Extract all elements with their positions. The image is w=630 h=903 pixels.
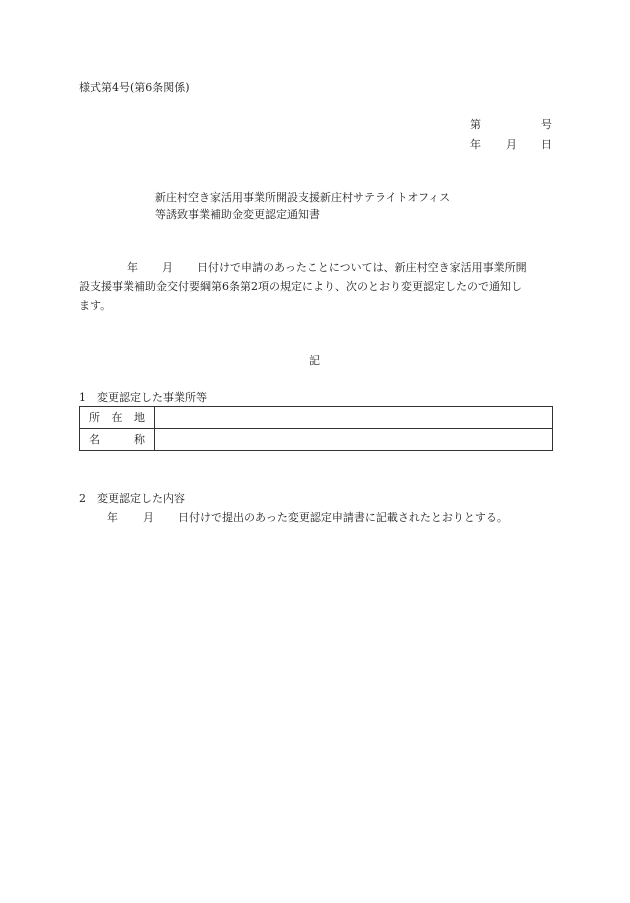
section1-heading: 1 変更認定した事業所等 xyxy=(79,391,207,404)
office-name-value xyxy=(155,429,553,451)
section2-year: 年 xyxy=(107,511,118,524)
office-name-label: 名称 xyxy=(80,429,155,451)
body-line1-text: 日付けで申請のあったことについては、新庄村空き家活用事業所開 xyxy=(197,261,527,274)
section2-month: 月 xyxy=(143,511,154,524)
document-date-year: 年 xyxy=(470,138,481,151)
table-row xyxy=(80,429,553,451)
document-date-month: 月 xyxy=(506,138,517,151)
section2-text: 日付けで提出のあった変更認定申請書に記載されたとおりとする。 xyxy=(178,511,508,524)
body-paragraph-line1 xyxy=(79,262,554,276)
document-title-line1: 新庄村空き家活用事業所開設支援新庄村サテライトオフィス xyxy=(155,191,451,204)
document-number-prefix: 第 xyxy=(470,118,481,131)
office-address-label: 所在地 xyxy=(80,407,155,429)
document-number-suffix: 号 xyxy=(541,118,552,131)
section2-heading: 2 変更認定した内容 xyxy=(79,492,185,505)
body-paragraph-line2: 設支援事業補助金交付要綱第6条第2項の規定により、次のとおり変更認定したので通知し xyxy=(79,280,522,293)
table-row xyxy=(80,407,553,429)
body-paragraph-line3: ます。 xyxy=(79,299,112,312)
section2-content xyxy=(79,512,554,526)
form-label: 様式第4号(第6条関係) xyxy=(79,81,190,94)
office-address-value xyxy=(155,407,553,429)
body-month: 月 xyxy=(162,261,173,274)
office-table xyxy=(79,406,553,451)
ki-marker: 記 xyxy=(309,354,320,367)
body-year: 年 xyxy=(127,261,138,274)
document-title-line2: 等誘致事業補助金変更認定通知書 xyxy=(155,208,320,221)
document-date-day: 日 xyxy=(541,138,552,151)
